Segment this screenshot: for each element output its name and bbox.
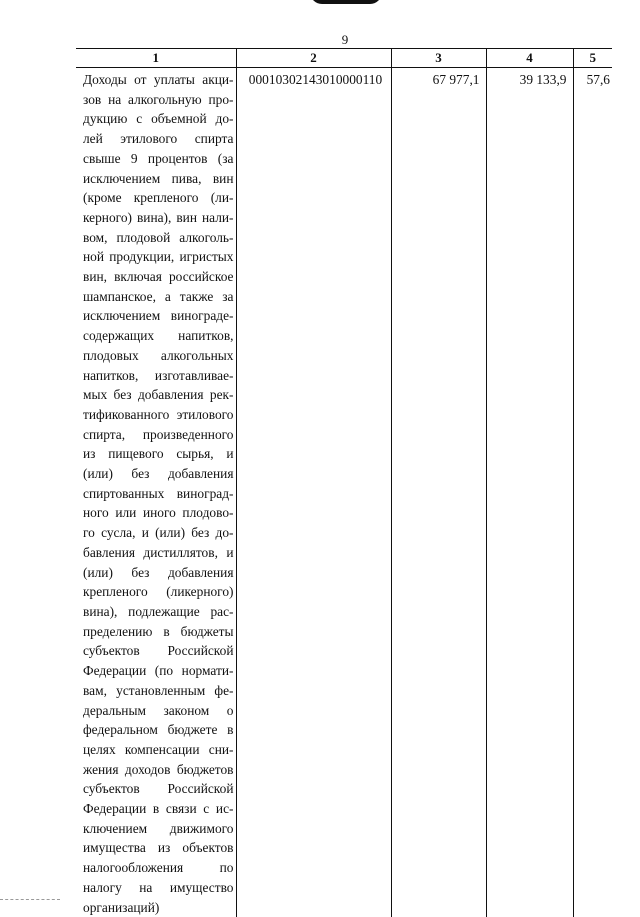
value-col-4: 39 133,9: [486, 68, 573, 917]
description-line: налогу на имущество: [83, 878, 234, 898]
description-line: вина), подлежащие рас-: [83, 602, 234, 622]
description-line: напитков, изготавливае-: [83, 366, 234, 386]
description-line: мых без добавления рек-: [83, 385, 234, 405]
description-line: Федерации (по нормати-: [83, 661, 234, 681]
description-line: содержащих напитков,: [83, 326, 234, 346]
description-line: (кроме крепленого (ли-: [83, 188, 234, 208]
description-line: Федерации в связи с ис-: [83, 799, 234, 819]
description-line: (или) без добавления: [83, 464, 234, 484]
description-line: исключением винограде-: [83, 306, 234, 326]
description-line: крепленого (ликерного): [83, 582, 234, 602]
description-line: го сусла, и (или) без до-: [83, 523, 234, 543]
description-line: организаций): [83, 898, 234, 917]
description-line: деральным законом о: [83, 701, 234, 721]
income-description: [76, 68, 236, 917]
header-col-4: 4: [486, 49, 573, 68]
description-line: ной продукции, игристых: [83, 247, 234, 267]
header-col-1: 1: [76, 49, 236, 68]
description-line: тификованного этилового: [83, 405, 234, 425]
header-col-5: 5: [573, 49, 612, 68]
description-line: лей этилового спирта: [83, 129, 234, 149]
description-line: ного или иного плодово-: [83, 503, 234, 523]
value-col-5: 57,6: [573, 68, 612, 917]
description-line: из пищевого сырья, и: [83, 444, 234, 464]
description-line: вом, плодовой алкоголь-: [83, 228, 234, 248]
description-line: керного) вина), вин нали-: [83, 208, 234, 228]
scan-edge-line: [0, 899, 60, 901]
page-number: 9: [0, 33, 640, 46]
description-line: ключением движимого: [83, 819, 234, 839]
description-line: исключением пива, вин: [83, 169, 234, 189]
description-line: жения доходов бюджетов: [83, 760, 234, 780]
table-row: [76, 68, 612, 917]
description-line: вин, включая российское: [83, 267, 234, 287]
description-line: вам, установленным фе-: [83, 681, 234, 701]
description-line: бавления дистиллятов, и: [83, 543, 234, 563]
description-line: целях компенсации сни-: [83, 740, 234, 760]
description-line: зов на алкогольную про-: [83, 90, 234, 110]
description-line: налогообложения по: [83, 858, 234, 878]
header-col-2: 2: [236, 49, 391, 68]
description-line: федеральном бюджете в: [83, 720, 234, 740]
description-line: субъектов Российской: [83, 641, 234, 661]
description-line: субъектов Российской: [83, 779, 234, 799]
description-line: спирта, произведенного: [83, 425, 234, 445]
scan-artifact-mark: [310, 0, 382, 4]
description-line: дукцию с объемной до-: [83, 109, 234, 129]
header-col-3: 3: [391, 49, 486, 68]
description-line: спиртованных виноград-: [83, 484, 234, 504]
description-line: плодовых алкогольных: [83, 346, 234, 366]
description-line: (или) без добавления: [83, 563, 234, 583]
description-line: шампанское, а также за: [83, 287, 234, 307]
description-line: пределению в бюджеты: [83, 622, 234, 642]
description-line: свыше 9 процентов (за: [83, 149, 234, 169]
description-line: Доходы от уплаты акци-: [83, 70, 234, 90]
budget-classification-code: 00010302143010000110: [236, 68, 391, 917]
revenue-table: [76, 48, 612, 917]
description-line: имущества из объектов: [83, 838, 234, 858]
value-col-3: 67 977,1: [391, 68, 486, 917]
table-header-row: [76, 49, 612, 68]
